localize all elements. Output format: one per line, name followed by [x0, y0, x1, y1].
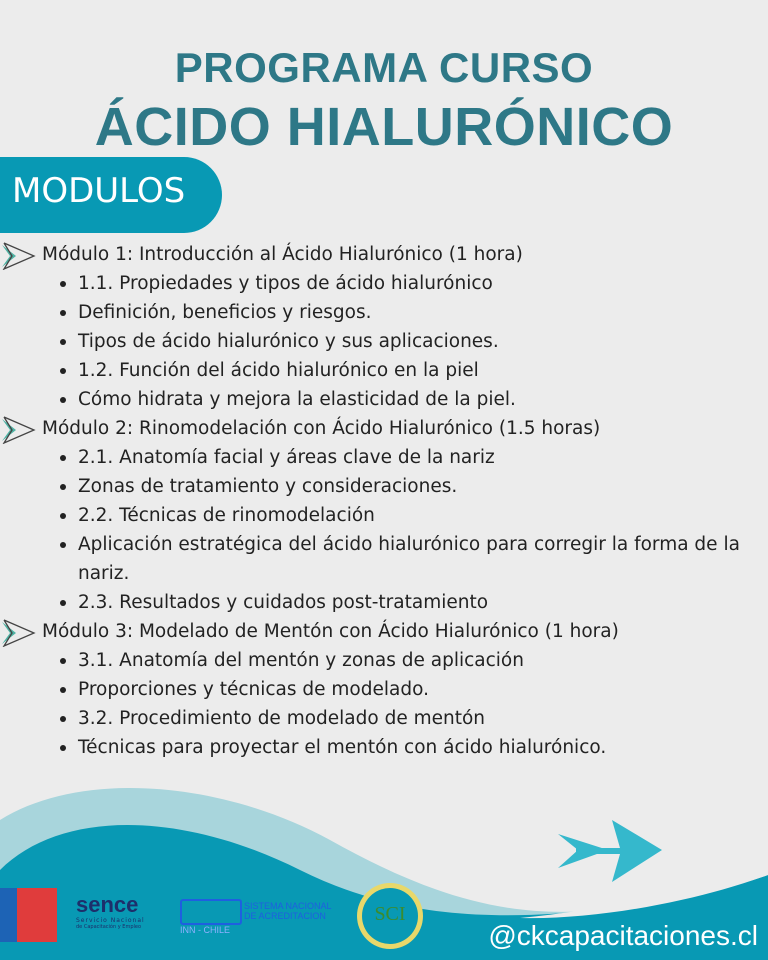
- list-item: Definición, beneficios y riesgos.: [0, 298, 768, 327]
- chevron-right-icon: [0, 242, 38, 270]
- module-title: Módulo 2: Rinomodelación con Ácido Hialurónico (1.5 horas): [42, 418, 601, 439]
- modules-list: [0, 240, 768, 762]
- list-item: Cómo hidrata y mejora la elasticidad de la piel.: [0, 385, 768, 414]
- module-3: [0, 617, 768, 762]
- module-1: [0, 240, 768, 414]
- chevron-right-icon: [0, 619, 38, 647]
- sci-logo: SCI: [357, 883, 423, 949]
- module-title: Módulo 1: Introducción al Ácido Hialurónico (1 hora): [42, 244, 523, 265]
- sence-logo: sence Servicio Nacional de Capacitación y Empleo: [76, 892, 145, 930]
- list-item: 2.1. Anatomía facial y áreas clave de la nariz: [0, 443, 768, 472]
- list-item: Aplicación estratégica del ácido hialurónico para corregir la forma de la nariz.: [0, 530, 768, 588]
- list-item: 1.2. Función del ácido hialurónico en la piel: [0, 356, 768, 385]
- list-item: 2.3. Resultados y cuidados post-tratamiento: [0, 588, 768, 617]
- title-line-2: ÁCIDO HIALURÓNICO: [94, 97, 674, 157]
- gobierno-logo: [0, 888, 57, 942]
- list-item: Proporciones y técnicas de modelado.: [0, 675, 768, 704]
- list-item: 2.2. Técnicas de rinomodelación: [0, 501, 768, 530]
- list-item: Zonas de tratamiento y consideraciones.: [0, 472, 768, 501]
- next-arrow-icon: [558, 820, 662, 882]
- chevron-right-icon: [0, 416, 38, 444]
- title-line-1: PROGRAMA CURSO: [174, 44, 594, 91]
- inn-logo: INN - CHILE SISTEMA NACIONAL DE ACREDITACION: [180, 901, 332, 935]
- social-handle: @ckcapacitaciones.cl: [488, 920, 758, 951]
- module-2: [0, 414, 768, 617]
- list-item: Tipos de ácido hialurónico y sus aplicaciones.: [0, 327, 768, 356]
- module-title: Módulo 3: Modelado de Mentón con Ácido Hialurónico (1 hora): [42, 621, 619, 642]
- list-item: 1.1. Propiedades y tipos de ácido hialurónico: [0, 269, 768, 298]
- section-label-pill: [0, 157, 222, 233]
- list-item: Técnicas para proyectar el mentón con ácido hialurónico.: [0, 733, 768, 762]
- list-item: 3.1. Anatomía del mentón y zonas de aplicación: [0, 646, 768, 675]
- list-item: 3.2. Procedimiento de modelado de mentón: [0, 704, 768, 733]
- section-label: MODULOS: [12, 171, 186, 211]
